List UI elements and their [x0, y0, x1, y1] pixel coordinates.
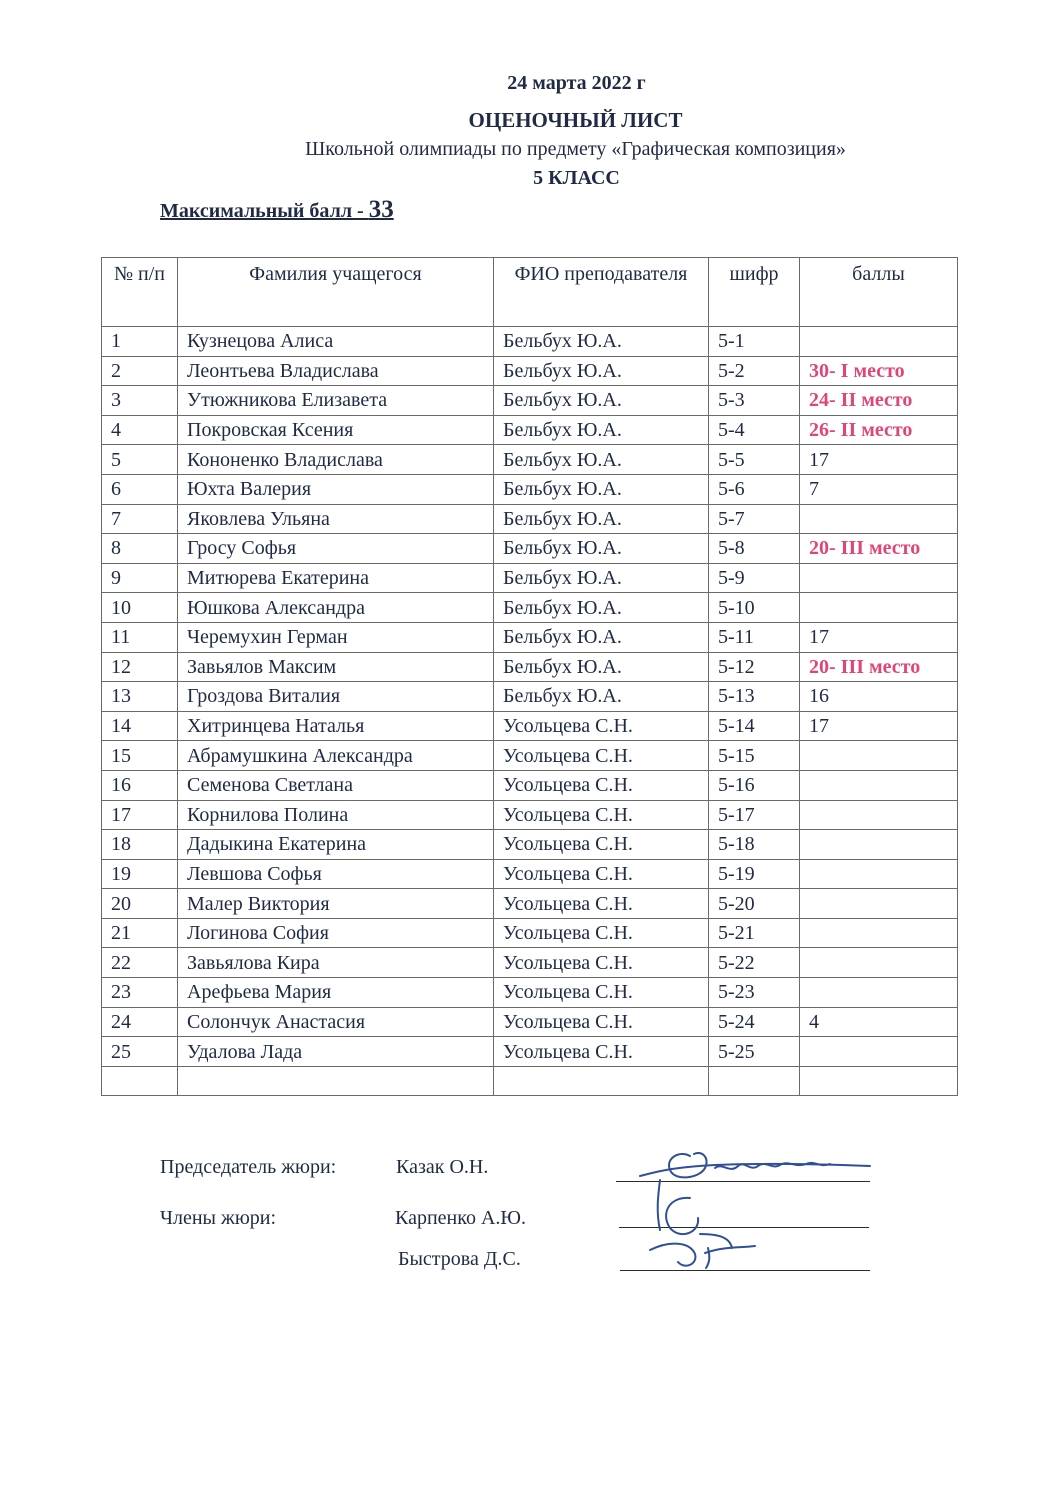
row-number: [102, 1066, 178, 1096]
table-row: [102, 327, 958, 357]
student-code: 5-1: [709, 327, 800, 357]
student-code: 5-7: [709, 504, 800, 534]
student-name: Абрамушкина Александра: [178, 741, 494, 771]
student-name: [178, 1066, 494, 1096]
table-row: [102, 830, 958, 860]
teacher-name: Усольцева С.Н.: [494, 770, 709, 800]
student-score: 20- III место: [800, 652, 958, 682]
table-row: [102, 889, 958, 919]
table-row: [102, 1007, 958, 1037]
student-score: [800, 770, 958, 800]
table-row: [102, 593, 958, 623]
teacher-name: Бельбух Ю.А.: [494, 504, 709, 534]
table-row: [102, 356, 958, 386]
col-header-score: баллы: [800, 258, 958, 327]
teacher-name: Бельбух Ю.А.: [494, 563, 709, 593]
row-number: 16: [102, 770, 178, 800]
table-row: [102, 711, 958, 741]
teacher-name: Усольцева С.Н.: [494, 1007, 709, 1037]
student-score: 4: [800, 1007, 958, 1037]
table-row: [102, 978, 958, 1008]
row-number: 13: [102, 682, 178, 712]
student-score: [800, 504, 958, 534]
student-name: Удалова Лада: [178, 1037, 494, 1067]
row-number: 2: [102, 356, 178, 386]
student-code: 5-12: [709, 652, 800, 682]
student-score: [800, 830, 958, 860]
row-number: 11: [102, 622, 178, 652]
row-number: 14: [102, 711, 178, 741]
student-code: 5-14: [709, 711, 800, 741]
table-row: [102, 948, 958, 978]
student-name: Утюжникова Елизавета: [178, 386, 494, 416]
student-name: Левшова Софья: [178, 859, 494, 889]
table-row: [102, 859, 958, 889]
table-row: [102, 445, 958, 475]
table-row: [102, 386, 958, 416]
teacher-name: Бельбух Ю.А.: [494, 445, 709, 475]
student-code: 5-3: [709, 386, 800, 416]
teacher-name: Бельбух Ю.А.: [494, 682, 709, 712]
row-number: 22: [102, 948, 178, 978]
row-number: 17: [102, 800, 178, 830]
teacher-name: Усольцева С.Н.: [494, 711, 709, 741]
student-score: [800, 918, 958, 948]
student-name: Солончук Анастасия: [178, 1007, 494, 1037]
table-row: [102, 800, 958, 830]
student-name: Леонтьева Владислава: [178, 356, 494, 386]
student-name: Яковлева Ульяна: [178, 504, 494, 534]
student-name: Кузнецова Алиса: [178, 327, 494, 357]
student-code: 5-8: [709, 534, 800, 564]
row-number: 12: [102, 652, 178, 682]
student-score: [800, 889, 958, 919]
student-name: Покровская Ксения: [178, 415, 494, 445]
student-score: [800, 327, 958, 357]
table-row: [102, 918, 958, 948]
student-code: 5-18: [709, 830, 800, 860]
student-name: Арефьева Мария: [178, 978, 494, 1008]
student-code: 5-13: [709, 682, 800, 712]
student-name: Митюрева Екатерина: [178, 563, 494, 593]
student-name: Хитринцева Наталья: [178, 711, 494, 741]
student-code: 5-17: [709, 800, 800, 830]
student-code: 5-10: [709, 593, 800, 623]
student-code: 5-9: [709, 563, 800, 593]
student-code: 5-2: [709, 356, 800, 386]
student-name: Гросу Софья: [178, 534, 494, 564]
jury-member-1: Карпенко А.Ю.: [395, 1207, 526, 1229]
col-header-teacher: ФИО преподавателя: [494, 258, 709, 327]
table-row: [102, 563, 958, 593]
row-number: 6: [102, 474, 178, 504]
row-number: 20: [102, 889, 178, 919]
student-score: [800, 978, 958, 1008]
student-score: 17: [800, 445, 958, 475]
table-header-row: [102, 258, 958, 327]
student-score: 7: [800, 474, 958, 504]
row-number: 1: [102, 327, 178, 357]
student-name: Черемухин Герман: [178, 622, 494, 652]
table-row: [102, 415, 958, 445]
table-row: [102, 682, 958, 712]
teacher-name: Усольцева С.Н.: [494, 859, 709, 889]
row-number: 9: [102, 563, 178, 593]
row-number: 19: [102, 859, 178, 889]
student-score: [800, 859, 958, 889]
student-code: 5-24: [709, 1007, 800, 1037]
table-row: [102, 622, 958, 652]
row-number: 8: [102, 534, 178, 564]
student-name: Кононенко Владислава: [178, 445, 494, 475]
handwritten-signatures: [630, 1138, 880, 1278]
student-name: Логинова София: [178, 918, 494, 948]
jury-chair-label: Председатель жюри:: [160, 1156, 337, 1178]
table-row: [102, 474, 958, 504]
student-score: [800, 593, 958, 623]
student-score: [800, 948, 958, 978]
teacher-name: Бельбух Ю.А.: [494, 356, 709, 386]
student-name: Завьялова Кира: [178, 948, 494, 978]
grade-label: 5 КЛАСС: [533, 167, 620, 189]
row-number: 18: [102, 830, 178, 860]
teacher-name: Бельбух Ю.А.: [494, 652, 709, 682]
table-row: [102, 1037, 958, 1067]
row-number: 23: [102, 978, 178, 1008]
jury-member-2: Быстрова Д.С.: [398, 1248, 521, 1270]
table-row: [102, 770, 958, 800]
teacher-name: Усольцева С.Н.: [494, 800, 709, 830]
teacher-name: Усольцева С.Н.: [494, 830, 709, 860]
teacher-name: Усольцева С.Н.: [494, 918, 709, 948]
teacher-name: Усольцева С.Н.: [494, 741, 709, 771]
table-row: [102, 504, 958, 534]
row-number: 15: [102, 741, 178, 771]
table-row: [102, 534, 958, 564]
student-name: Гроздова Виталия: [178, 682, 494, 712]
student-name: Семенова Светлана: [178, 770, 494, 800]
col-header-number: № п/п: [102, 258, 178, 327]
teacher-name: Бельбух Ю.А.: [494, 622, 709, 652]
student-code: 5-21: [709, 918, 800, 948]
student-code: 5-19: [709, 859, 800, 889]
teacher-name: Усольцева С.Н.: [494, 948, 709, 978]
row-number: 7: [102, 504, 178, 534]
col-header-student: Фамилия учащегося: [178, 258, 494, 327]
row-number: 4: [102, 415, 178, 445]
teacher-name: Бельбух Ю.А.: [494, 386, 709, 416]
student-name: Корнилова Полина: [178, 800, 494, 830]
results-table: [101, 257, 958, 1096]
document-subtitle: Школьной олимпиады по предмету «Графическая композиция»: [305, 138, 846, 160]
student-score: 16: [800, 682, 958, 712]
student-score: 17: [800, 711, 958, 741]
student-score: 20- III место: [800, 534, 958, 564]
row-number: 3: [102, 386, 178, 416]
document-title: ОЦЕНОЧНЫЙ ЛИСТ: [468, 108, 683, 132]
student-score: 30- I место: [800, 356, 958, 386]
student-code: 5-25: [709, 1037, 800, 1067]
student-code: 5-4: [709, 415, 800, 445]
student-score: [800, 563, 958, 593]
document-date: 24 марта 2022 г: [507, 72, 646, 94]
max-score: [160, 196, 394, 224]
teacher-name: Бельбух Ю.А.: [494, 327, 709, 357]
student-code: 5-23: [709, 978, 800, 1008]
teacher-name: Бельбух Ю.А.: [494, 474, 709, 504]
teacher-name: [494, 1066, 709, 1096]
student-name: Юшкова Александра: [178, 593, 494, 623]
student-name: Юхта Валерия: [178, 474, 494, 504]
teacher-name: Усольцева С.Н.: [494, 889, 709, 919]
teacher-name: Усольцева С.Н.: [494, 1037, 709, 1067]
student-score: [800, 1066, 958, 1096]
student-name: Дадыкина Екатерина: [178, 830, 494, 860]
max-score-value: 33: [368, 196, 394, 223]
row-number: 24: [102, 1007, 178, 1037]
student-code: 5-22: [709, 948, 800, 978]
table-row: [102, 652, 958, 682]
col-header-code: шифр: [709, 258, 800, 327]
row-number: 10: [102, 593, 178, 623]
jury-members-label: Члены жюри:: [160, 1207, 277, 1229]
teacher-name: Бельбух Ю.А.: [494, 593, 709, 623]
row-number: 5: [102, 445, 178, 475]
student-code: 5-20: [709, 889, 800, 919]
student-score: [800, 741, 958, 771]
student-name: Малер Виктория: [178, 889, 494, 919]
student-score: [800, 800, 958, 830]
student-code: 5-16: [709, 770, 800, 800]
student-code: 5-15: [709, 741, 800, 771]
row-number: 21: [102, 918, 178, 948]
table-row: [102, 1066, 958, 1096]
max-score-label: Максимальный балл -: [160, 200, 369, 222]
row-number: 25: [102, 1037, 178, 1067]
student-code: 5-11: [709, 622, 800, 652]
student-score: [800, 1037, 958, 1067]
table-body: [102, 327, 958, 1096]
student-code: 5-5: [709, 445, 800, 475]
student-score: 26- II место: [800, 415, 958, 445]
teacher-name: Бельбух Ю.А.: [494, 534, 709, 564]
student-score: 24- II место: [800, 386, 958, 416]
teacher-name: Бельбух Ю.А.: [494, 415, 709, 445]
jury-chair-name: Казак О.Н.: [396, 1156, 489, 1178]
student-score: 17: [800, 622, 958, 652]
student-code: 5-6: [709, 474, 800, 504]
student-name: Завьялов Максим: [178, 652, 494, 682]
table-row: [102, 741, 958, 771]
teacher-name: Усольцева С.Н.: [494, 978, 709, 1008]
student-code: [709, 1066, 800, 1096]
